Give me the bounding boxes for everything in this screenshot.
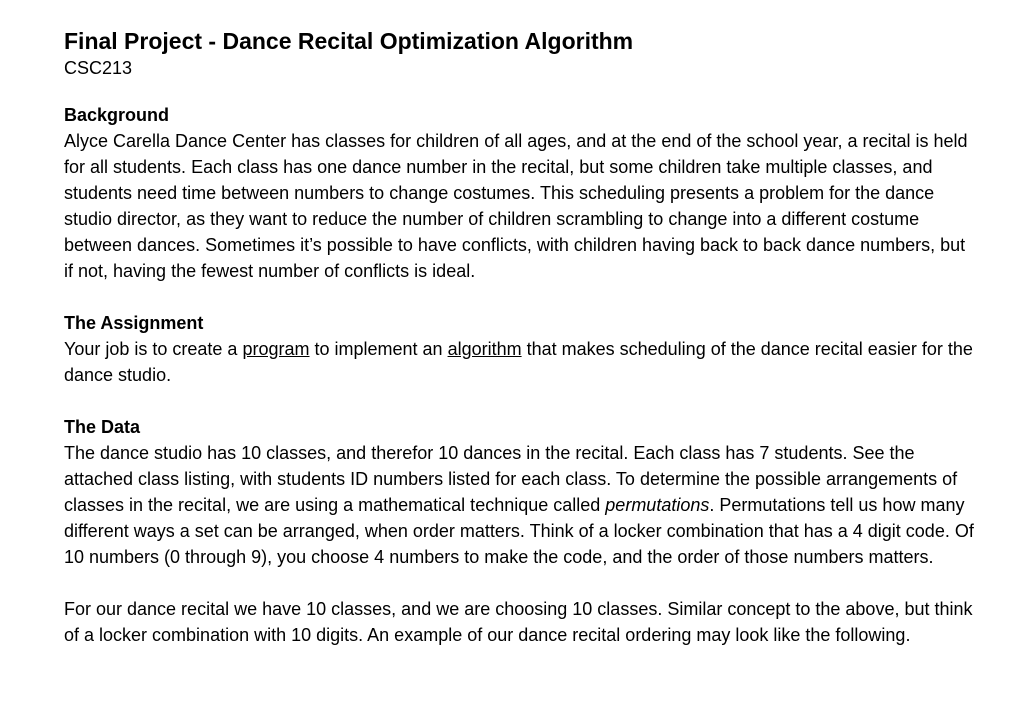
document-page (64, 26, 976, 648)
assignment-text-1: Your job is to create a (64, 339, 243, 359)
assignment-heading: The Assignment (64, 313, 204, 333)
program-link[interactable]: program (242, 339, 310, 359)
data-paragraph (64, 440, 976, 570)
data-text-2: . Permutations tell us how many different ways a set can be arranged, when order matters. Think of a locker combination that has a 4 digit code. Of 10 numbers (0 through 9), you choose 4 numbers to make the code, and the order of those numbers matters. (64, 495, 974, 567)
data-heading: The Data (64, 417, 141, 437)
background-heading: Background (64, 105, 170, 125)
background-paragraph: Alyce Carella Dance Center has classes for children of all ages, and at the end of the school year, a recital is held for all students. Each class has one dance number in the recital, but some children take multiple classes, and students need time between numbers to change costumes. This scheduling presents a problem for the dance studio director, as they want to reduce the number of children scrambling to change into a different costume between dances. Sometimes it’s possible to have conflicts, with children having back to back dance numbers, but if not, having the fewest number of conflicts is ideal. (64, 131, 968, 281)
background-section (64, 102, 976, 284)
document-title: Final Project - Dance Recital Optimization Algorithm (64, 28, 634, 54)
assignment-text-3: that makes scheduling of the dance recital easier for the dance studio. (64, 339, 973, 385)
assignment-paragraph (64, 336, 976, 388)
data-text-1: The dance studio has 10 classes, and therefor 10 dances in the recital. Each class has 7 students. See the attached class listing, with students ID numbers listed for each class. To determine the possible arrangements of classes in the recital, we are using a mathematical technique called (64, 443, 958, 515)
algorithm-link[interactable]: algorithm (447, 339, 522, 359)
recital-ordering-paragraph: For our dance recital we have 10 classes, and we are choosing 10 classes. Similar concept to the above, but think of a locker combination with 10 digits. An example of our dance recital ordering may look like the following. (64, 599, 973, 645)
permutations-emphasis: permutations (605, 495, 710, 515)
assignment-section (64, 310, 976, 388)
course-code: CSC213 (64, 58, 133, 78)
assignment-text-2: to implement an (309, 339, 448, 359)
data-section (64, 414, 976, 648)
